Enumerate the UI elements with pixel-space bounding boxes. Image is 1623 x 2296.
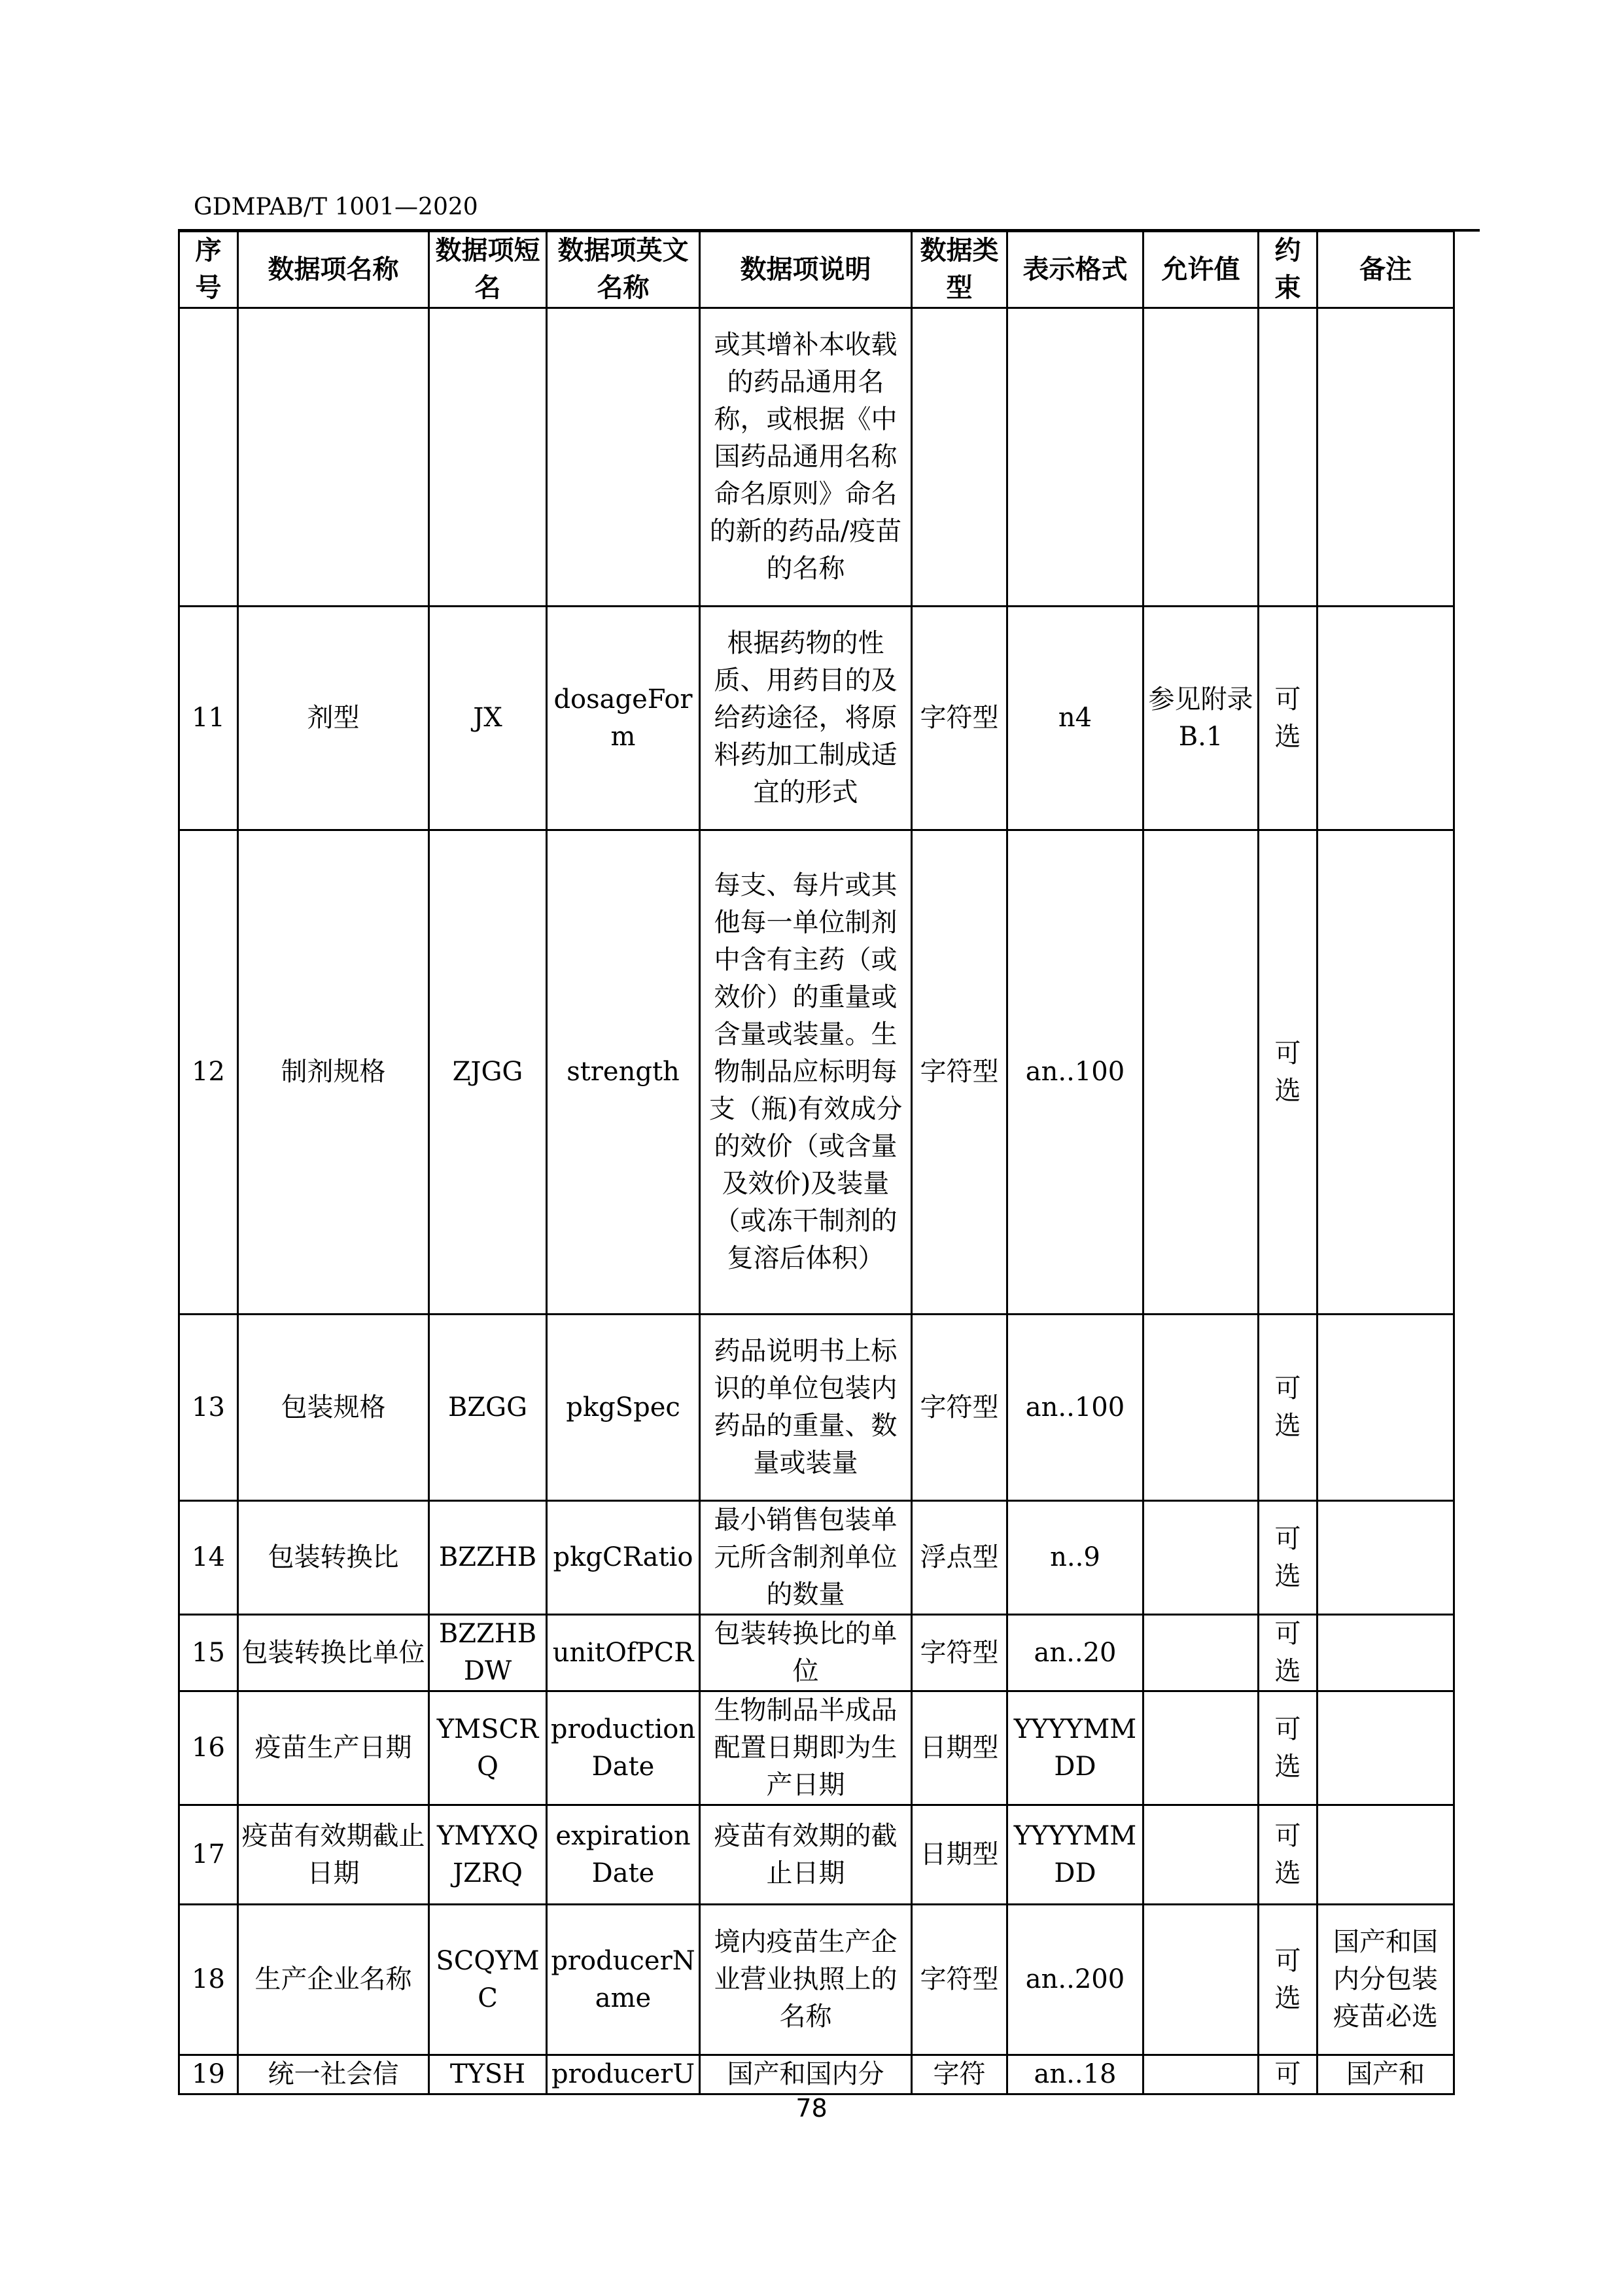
cell-english: dosageForm xyxy=(547,607,700,830)
table-row xyxy=(179,308,1454,607)
cell-constraint: 可选 xyxy=(1259,1691,1318,1805)
cell-note: 国产和国内分包装疫苗必选 xyxy=(1318,1905,1454,2055)
cell-type: 字符型 xyxy=(912,607,1007,830)
cell-name: 包装转换比单位 xyxy=(238,1615,429,1691)
table-row xyxy=(179,1615,1454,1691)
cell-constraint: 可选 xyxy=(1259,1905,1318,2055)
cell-format: an..100 xyxy=(1007,830,1143,1315)
cell-english: pkgCRatio xyxy=(547,1501,700,1615)
column-header: 备注 xyxy=(1318,232,1454,308)
cell-allowed xyxy=(1143,1501,1259,1615)
cell-short: YMYXQJZRQ xyxy=(429,1805,547,1905)
cell-note: 国产和 xyxy=(1318,2055,1454,2094)
cell-format xyxy=(1007,308,1143,607)
cell-desc: 最小销售包装单元所含制剂单位的数量 xyxy=(700,1501,912,1615)
cell-no: 13 xyxy=(179,1315,238,1501)
cell-name: 统一社会信 xyxy=(238,2055,429,2094)
table-row xyxy=(179,1905,1454,2055)
cell-no xyxy=(179,308,238,607)
cell-english: producerName xyxy=(547,1905,700,2055)
cell-allowed xyxy=(1143,2055,1259,2094)
cell-allowed xyxy=(1143,308,1259,607)
column-header: 数据类型 xyxy=(912,232,1007,308)
table-row xyxy=(179,1805,1454,1905)
cell-short: BZZHB xyxy=(429,1501,547,1615)
table-row xyxy=(179,2055,1454,2094)
cell-note xyxy=(1318,830,1454,1315)
data-item-table xyxy=(178,230,1455,2095)
column-header: 表示格式 xyxy=(1007,232,1143,308)
cell-no: 18 xyxy=(179,1905,238,2055)
cell-desc: 药品说明书上标识的单位包装内药品的重量、数量或装量 xyxy=(700,1315,912,1501)
cell-desc: 或其增补本收载的药品通用名称，或根据《中国药品通用名称命名原则》命名的新的药品/疫苗的名称 xyxy=(700,308,912,607)
cell-constraint xyxy=(1259,308,1318,607)
cell-short: BZZHBDW xyxy=(429,1615,547,1691)
cell-note xyxy=(1318,1615,1454,1691)
column-header: 数据项英文名称 xyxy=(547,232,700,308)
cell-english: expirationDate xyxy=(547,1805,700,1905)
cell-name: 疫苗生产日期 xyxy=(238,1691,429,1805)
cell-constraint: 可选 xyxy=(1259,1615,1318,1691)
cell-english: unitOfPCR xyxy=(547,1615,700,1691)
cell-desc: 境内疫苗生产企业营业执照上的名称 xyxy=(700,1905,912,2055)
cell-no: 11 xyxy=(179,607,238,830)
cell-allowed xyxy=(1143,1315,1259,1501)
cell-short: JX xyxy=(429,607,547,830)
table-row xyxy=(179,607,1454,830)
cell-short xyxy=(429,308,547,607)
column-header: 数据项短名 xyxy=(429,232,547,308)
table-header-row xyxy=(179,232,1454,308)
cell-type: 日期型 xyxy=(912,1691,1007,1805)
column-header: 约束 xyxy=(1259,232,1318,308)
cell-short: ZJGG xyxy=(429,830,547,1315)
cell-name: 包装转换比 xyxy=(238,1501,429,1615)
cell-no: 15 xyxy=(179,1615,238,1691)
cell-english: productionDate xyxy=(547,1691,700,1805)
cell-english: producerU xyxy=(547,2055,700,2094)
cell-note xyxy=(1318,1501,1454,1615)
cell-english xyxy=(547,308,700,607)
page-number: 78 xyxy=(795,2094,828,2123)
cell-format: n..9 xyxy=(1007,1501,1143,1615)
cell-short: YMSCRQ xyxy=(429,1691,547,1805)
cell-format: n4 xyxy=(1007,607,1143,830)
cell-allowed xyxy=(1143,830,1259,1315)
cell-constraint: 可选 xyxy=(1259,830,1318,1315)
cell-type: 字符型 xyxy=(912,1315,1007,1501)
cell-allowed xyxy=(1143,1905,1259,2055)
cell-format: an..20 xyxy=(1007,1615,1143,1691)
cell-desc: 包装转换比的单位 xyxy=(700,1615,912,1691)
cell-desc: 每支、每片或其他每一单位制剂中含有主药（或效价）的重量或含量或装量。生物制品应标明每支（瓶)有效成分的效价（或含量及效价)及装量（或冻干制剂的复溶后体积） xyxy=(700,830,912,1315)
cell-no: 12 xyxy=(179,830,238,1315)
cell-no: 19 xyxy=(179,2055,238,2094)
cell-allowed xyxy=(1143,1691,1259,1805)
cell-type: 日期型 xyxy=(912,1805,1007,1905)
table-row xyxy=(179,1501,1454,1615)
cell-short: TYSH xyxy=(429,2055,547,2094)
cell-short: SCQYMC xyxy=(429,1905,547,2055)
cell-desc: 生物制品半成品配置日期即为生产日期 xyxy=(700,1691,912,1805)
cell-type: 字符型 xyxy=(912,1905,1007,2055)
column-header: 数据项说明 xyxy=(700,232,912,308)
cell-type xyxy=(912,308,1007,607)
column-header: 数据项名称 xyxy=(238,232,429,308)
cell-name: 包装规格 xyxy=(238,1315,429,1501)
cell-english: pkgSpec xyxy=(547,1315,700,1501)
cell-note xyxy=(1318,1691,1454,1805)
cell-allowed: 参见附录B.1 xyxy=(1143,607,1259,830)
cell-desc: 根据药物的性质、用药目的及给药途径，将原料药加工制成适宜的形式 xyxy=(700,607,912,830)
cell-constraint: 可 xyxy=(1259,2055,1318,2094)
cell-name: 生产企业名称 xyxy=(238,1905,429,2055)
cell-english: strength xyxy=(547,830,700,1315)
cell-type: 字符型 xyxy=(912,830,1007,1315)
column-header: 允许值 xyxy=(1143,232,1259,308)
cell-format: an..100 xyxy=(1007,1315,1143,1501)
cell-constraint: 可选 xyxy=(1259,1315,1318,1501)
cell-name: 制剂规格 xyxy=(238,830,429,1315)
cell-type: 字符 xyxy=(912,2055,1007,2094)
cell-format: an..200 xyxy=(1007,1905,1143,2055)
cell-desc: 国产和国内分 xyxy=(700,2055,912,2094)
column-header: 序号 xyxy=(179,232,238,308)
cell-note xyxy=(1318,308,1454,607)
cell-allowed xyxy=(1143,1805,1259,1905)
cell-note xyxy=(1318,1315,1454,1501)
cell-format: YYYYMMDD xyxy=(1007,1805,1143,1905)
cell-type: 字符型 xyxy=(912,1615,1007,1691)
table-row xyxy=(179,830,1454,1315)
document-code: GDMPAB/T 1001—2020 xyxy=(194,194,478,221)
table-row xyxy=(179,1315,1454,1501)
cell-constraint: 可选 xyxy=(1259,1501,1318,1615)
cell-note xyxy=(1318,1805,1454,1905)
cell-type: 浮点型 xyxy=(912,1501,1007,1615)
cell-short: BZGG xyxy=(429,1315,547,1501)
cell-allowed xyxy=(1143,1615,1259,1691)
cell-constraint: 可选 xyxy=(1259,607,1318,830)
cell-format: YYYYMMDD xyxy=(1007,1691,1143,1805)
cell-name xyxy=(238,308,429,607)
table-row xyxy=(179,1691,1454,1805)
cell-note xyxy=(1318,607,1454,830)
cell-format: an..18 xyxy=(1007,2055,1143,2094)
cell-desc: 疫苗有效期的截止日期 xyxy=(700,1805,912,1905)
cell-constraint: 可选 xyxy=(1259,1805,1318,1905)
cell-no: 14 xyxy=(179,1501,238,1615)
cell-name: 疫苗有效期截止日期 xyxy=(238,1805,429,1905)
cell-no: 17 xyxy=(179,1805,238,1905)
cell-name: 剂型 xyxy=(238,607,429,830)
cell-no: 16 xyxy=(179,1691,238,1805)
